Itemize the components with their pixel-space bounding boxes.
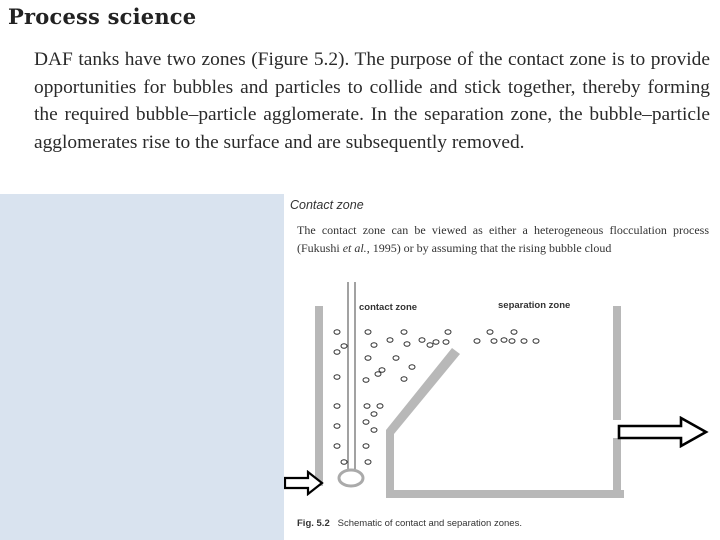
baffle-vertical bbox=[386, 430, 394, 498]
daf-tank-schematic bbox=[284, 282, 720, 512]
tank-bottom bbox=[386, 490, 624, 498]
pipe-outlet-ring bbox=[339, 470, 363, 486]
tank-left-wall bbox=[315, 306, 323, 486]
excerpt-text-italic: et al. bbox=[342, 241, 367, 255]
left-blank-panel bbox=[0, 194, 284, 540]
figure-caption-label: Fig. 5.2 bbox=[297, 518, 330, 529]
excerpt-text-part-1: The contact zone can be viewed as either a heterogeneous flocculation process (Fukushi bbox=[297, 223, 709, 255]
feed-pipe bbox=[348, 282, 355, 470]
excerpt-heading: Contact zone bbox=[290, 198, 364, 212]
inlet-arrow-icon bbox=[284, 470, 324, 496]
book-excerpt-image bbox=[284, 194, 720, 540]
slide-body-text: DAF tanks have two zones (Figure 5.2). The purpose of the contact zone is to provide opportunities for bubbles and particles to collide and stick together, thereby forming the required bubble–particle agglomerate. In the separation zone, the bubble–particle agglomerates rise to the surface and are subsequently removed. bbox=[34, 49, 710, 153]
baffle-diagonal bbox=[386, 348, 460, 434]
figure-caption bbox=[297, 518, 522, 529]
tank-walls bbox=[315, 306, 624, 498]
outlet-arrow-icon bbox=[617, 416, 709, 448]
excerpt-text bbox=[297, 221, 709, 257]
tank-right-wall-upper bbox=[613, 306, 621, 420]
bubbles bbox=[334, 330, 539, 465]
figure-caption-text: Schematic of contact and separation zones. bbox=[337, 518, 522, 529]
excerpt-text-part-2: , 1995) or by assuming that the rising bubble cloud bbox=[366, 241, 612, 255]
separation-zone-label: separation zone bbox=[498, 300, 571, 311]
slide-title: Process science bbox=[8, 4, 197, 29]
contact-zone-label: contact zone bbox=[359, 302, 418, 313]
